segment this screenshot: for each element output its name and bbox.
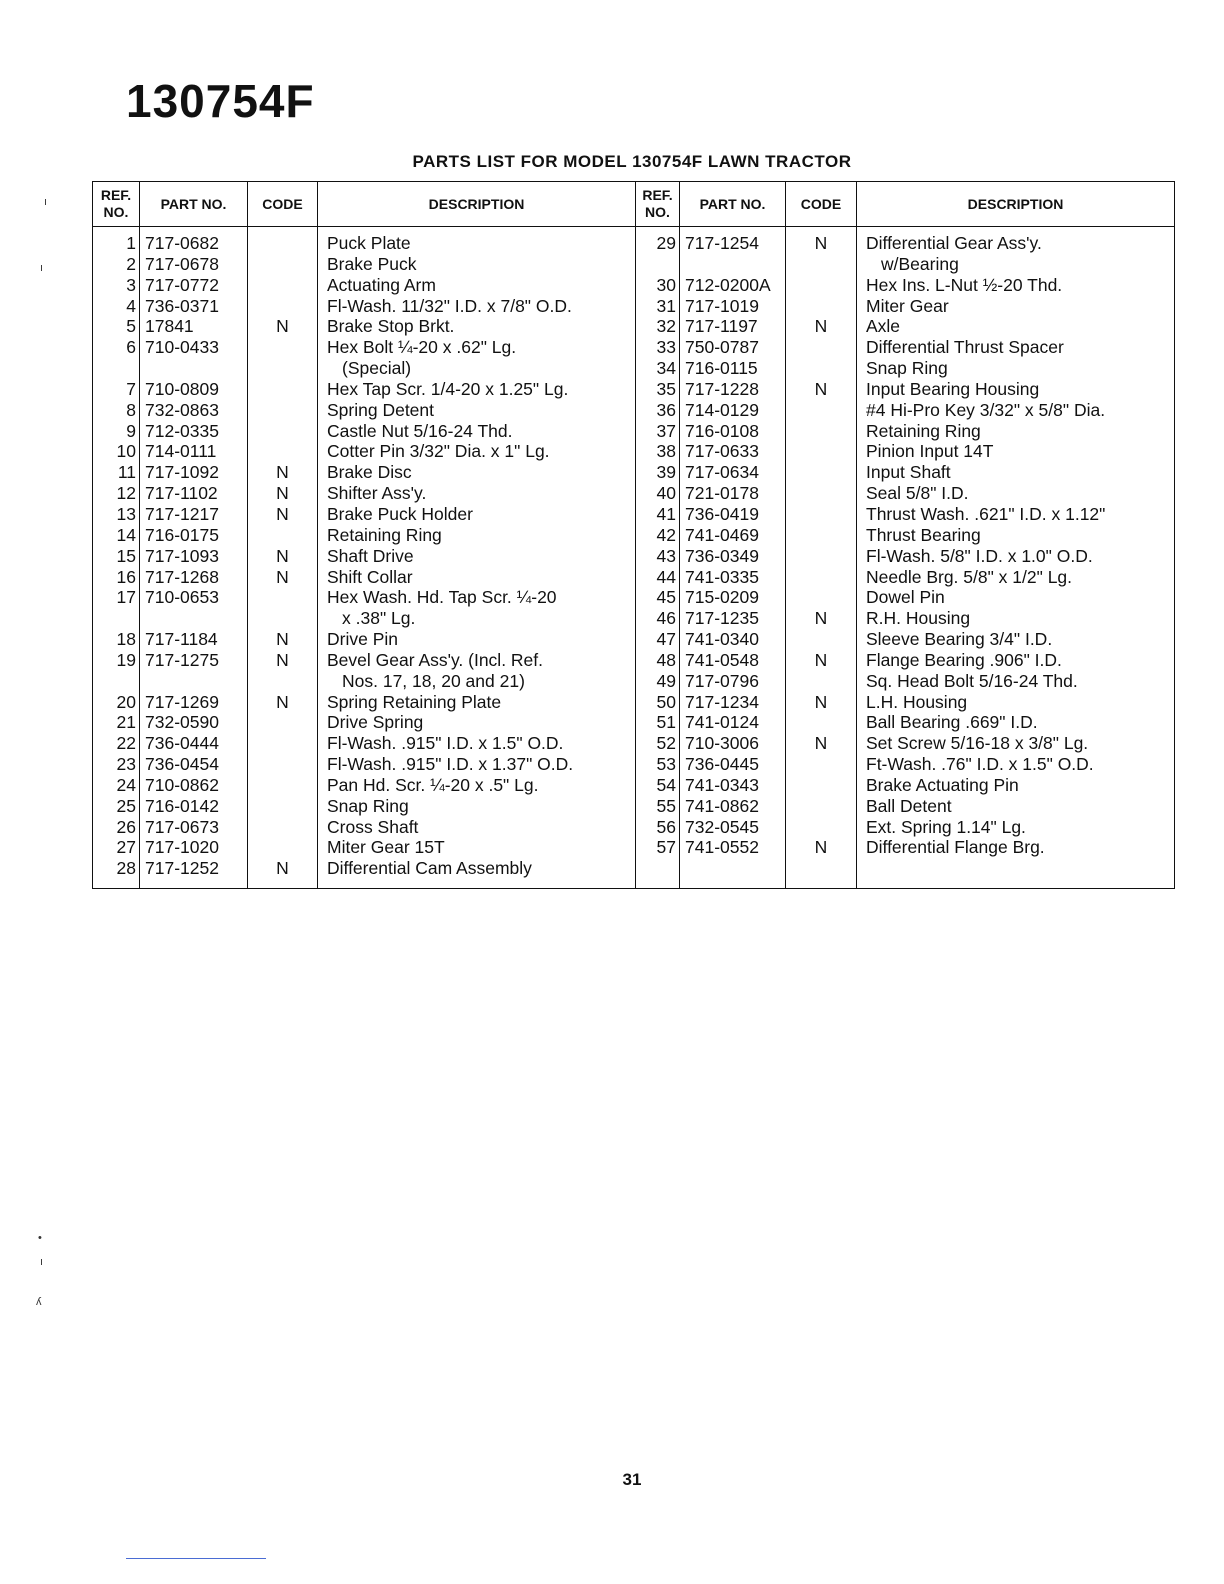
table-cell: Hex Wash. Hd. Tap Scr. ¼-20 (327, 587, 557, 608)
table-cell: Input Shaft (866, 462, 951, 483)
table-cell: 11 (117, 462, 136, 483)
table-cell: Ext. Spring 1.14" Lg. (866, 816, 1026, 837)
table-cell: Fl-Wash. 5/8" I.D. x 1.0" O.D. (866, 545, 1093, 566)
table-cell: 51 (656, 712, 676, 733)
table-cell: L.H. Housing (866, 691, 968, 712)
table-cell: 714-0111 (145, 441, 217, 462)
table-cell: 21 (116, 712, 136, 733)
right-part-column (680, 227, 786, 889)
table-cell (93, 358, 139, 379)
table-cell: (Special) (342, 358, 412, 379)
table-cell: Cross Shaft (327, 816, 419, 837)
table-cell: 716-0108 (685, 420, 759, 441)
table-body-row (93, 227, 1175, 889)
table-cell: 750-0787 (685, 337, 759, 358)
table-cell (248, 775, 317, 796)
table-cell: 42 (656, 524, 676, 545)
table-cell (786, 421, 856, 442)
table-cell: 741-0124 (685, 712, 759, 733)
table-cell (786, 546, 856, 567)
table-cell: 736-0371 (145, 295, 219, 316)
table-cell: N (814, 316, 828, 337)
table-cell: 57 (656, 837, 676, 858)
table-cell: 717-1184 (145, 629, 218, 650)
table-cell: 736-0444 (145, 733, 219, 754)
table-cell: 34 (656, 358, 676, 379)
parts-list-title: PARTS LIST FOR MODEL 130754F LAWN TRACTOR (412, 152, 852, 171)
table-cell: 717-0673 (145, 816, 219, 837)
table-cell: N (814, 378, 828, 399)
table-cell: Seal 5/8" I.D. (866, 483, 969, 504)
table-cell: Spring Detent (327, 399, 435, 420)
table-cell (786, 775, 856, 796)
table-cell (786, 754, 856, 775)
table-cell: 38 (656, 441, 676, 462)
table-cell: 717-1234 (685, 691, 759, 712)
left-ref-column (93, 227, 140, 889)
table-cell: Needle Brg. 5/8" x 1/2" Lg. (866, 566, 1073, 587)
table-cell: 3 (126, 274, 136, 295)
table-cell: 6 (126, 337, 136, 358)
table-cell (248, 254, 317, 275)
header-row (93, 182, 1175, 227)
table-cell: Actuating Arm (327, 274, 436, 295)
right-code-column (786, 227, 857, 889)
table-cell: 736-0445 (685, 754, 759, 775)
table-cell: Thrust Bearing (866, 524, 981, 545)
table-cell: 33 (656, 337, 676, 358)
table-cell: 36 (656, 399, 676, 420)
table-cell: N (276, 858, 289, 879)
bottom-rule (126, 1558, 266, 1559)
table-cell: 50 (656, 691, 676, 712)
table-cell: N (276, 462, 289, 483)
table-cell: Castle Nut 5/16-24 Thd. (327, 420, 513, 441)
table-cell: Drive Spring (327, 712, 424, 733)
table-cell (248, 275, 317, 296)
table-cell: 717-1252 (145, 858, 219, 879)
table-cell (248, 233, 317, 254)
table-cell: Puck Plate (327, 233, 411, 253)
table-cell (786, 254, 856, 275)
table-cell (680, 254, 785, 275)
table-cell: Spring Retaining Plate (327, 691, 502, 712)
table-cell: 710-3006 (685, 733, 759, 754)
table-cell: R.H. Housing (866, 608, 971, 629)
table-cell: Cotter Pin 3/32" Dia. x 1" Lg. (327, 441, 550, 462)
table-cell: 17841 (145, 316, 194, 337)
margin-mark: ı (40, 1256, 44, 1268)
table-cell: 43 (656, 545, 676, 566)
table-cell: 47 (656, 629, 676, 650)
header-ref-no: REF. NO. (636, 182, 680, 227)
table-cell: 39 (656, 462, 676, 483)
table-cell: Ft-Wash. .76" I.D. x 1.5" O.D. (866, 754, 1094, 775)
table-cell: 717-1269 (145, 691, 219, 712)
table-cell: 712-0335 (145, 420, 219, 441)
table-cell: 28 (116, 858, 136, 879)
table-cell: N (276, 649, 289, 670)
header-code: CODE (248, 182, 318, 227)
page-number: 31 (622, 1470, 642, 1489)
table-cell (248, 712, 317, 733)
table-cell: 14 (116, 524, 136, 545)
table-cell: 717-0682 (145, 233, 219, 253)
table-cell (786, 525, 856, 546)
table-cell (248, 754, 317, 775)
table-cell: 741-0469 (685, 524, 759, 545)
table-cell (248, 441, 317, 462)
table-cell: 30 (656, 274, 676, 295)
table-cell: 24 (116, 774, 136, 795)
table-cell (248, 379, 317, 400)
table-cell: w/Bearing (881, 253, 959, 274)
table-cell: 25 (116, 795, 136, 816)
table-cell: 55 (656, 795, 676, 816)
table-cell: 736-0349 (685, 545, 759, 566)
table-cell: 716-0142 (145, 795, 219, 816)
table-cell: Bevel Gear Ass'y. (Incl. Ref. (327, 649, 544, 670)
header-description: DESCRIPTION (318, 182, 636, 227)
table-cell: 37 (656, 420, 676, 441)
table-cell: 56 (656, 816, 676, 837)
table-cell: N (814, 691, 828, 712)
table-cell: Set Screw 5/16-18 x 3/8" Lg. (866, 733, 1089, 754)
table-cell: Flange Bearing .906" I.D. (866, 649, 1062, 670)
table-cell: Miter Gear (866, 295, 949, 316)
table-cell: 1 (126, 233, 136, 253)
table-cell (786, 400, 856, 421)
left-description-column (318, 227, 636, 889)
table-cell: Drive Pin (327, 629, 398, 650)
table-cell: 45 (656, 587, 676, 608)
table-cell: Thrust Wash. .621" I.D. x 1.12" (866, 503, 1106, 524)
table-cell: 716-0175 (145, 524, 219, 545)
margin-mark: ı (40, 262, 44, 274)
table-cell (248, 733, 317, 754)
table-cell: 717-0796 (685, 670, 759, 691)
table-cell: 27 (116, 837, 136, 858)
table-cell: 44 (656, 566, 676, 587)
table-cell: 732-0590 (145, 712, 219, 733)
table-cell: 48 (656, 649, 676, 670)
table-cell: 717-1197 (685, 316, 758, 337)
table-cell: 16 (116, 566, 136, 587)
table-cell: N (814, 608, 828, 629)
header-ref-no: REF. NO. (93, 182, 140, 227)
table-cell: 2 (126, 253, 136, 274)
table-cell: Differential Thrust Spacer (866, 337, 1064, 358)
table-cell: 41 (656, 503, 676, 524)
table-cell: 717-1254 (685, 233, 759, 253)
table-cell: Brake Puck (327, 253, 417, 274)
table-cell: Retaining Ring (327, 524, 442, 545)
table-cell (248, 587, 317, 608)
table-cell: Snap Ring (327, 795, 409, 816)
table-cell: 741-0340 (685, 629, 759, 650)
table-cell: 741-0335 (685, 566, 759, 587)
table-cell (248, 400, 317, 421)
table-cell (248, 817, 317, 838)
table-cell (248, 337, 317, 358)
table-cell: N (276, 691, 289, 712)
table-cell: N (276, 566, 289, 587)
table-cell: 717-0772 (145, 274, 219, 295)
table-cell: 712-0200A (685, 274, 771, 295)
table-cell: 8 (126, 399, 136, 420)
table-cell: 741-0343 (685, 774, 759, 795)
table-cell: Axle (866, 316, 901, 337)
table-cell: Brake Puck Holder (327, 503, 473, 524)
table-cell: Ball Detent (866, 795, 952, 816)
table-cell: 741-0548 (685, 649, 759, 670)
table-cell: 15 (116, 545, 136, 566)
table-cell: N (814, 233, 828, 253)
table-cell: x .38" Lg. (342, 608, 416, 629)
table-cell: 19 (116, 649, 136, 670)
parts-table (92, 181, 1175, 889)
table-cell: 716-0115 (685, 358, 758, 379)
table-cell: Input Bearing Housing (866, 378, 1040, 399)
table-cell (140, 671, 247, 692)
table-cell: 18 (116, 629, 136, 650)
margin-mark: ʎ (36, 1296, 42, 1308)
table-cell: Differential Flange Brg. (866, 837, 1045, 858)
table-cell: 714-0129 (685, 399, 759, 420)
table-cell (248, 296, 317, 317)
table-cell: 23 (116, 754, 136, 775)
table-cell (93, 671, 139, 692)
table-cell: 52 (656, 733, 676, 754)
table-cell: Differential Gear Ass'y. (866, 233, 1042, 253)
table-cell (786, 296, 856, 317)
table-cell: 717-1020 (145, 837, 219, 858)
table-cell: Retaining Ring (866, 420, 981, 441)
table-cell: Hex Tap Scr. 1/4-20 x 1.25" Lg. (327, 378, 569, 399)
table-cell: Dowel Pin (866, 587, 945, 608)
table-cell (786, 567, 856, 588)
table-cell: 17 (116, 587, 136, 608)
table-cell: Shifter Ass'y. (327, 483, 427, 504)
table-cell: 717-1235 (685, 608, 759, 629)
table-cell: Sleeve Bearing 3/4" I.D. (866, 629, 1053, 650)
table-cell (248, 796, 317, 817)
table-cell (786, 462, 856, 483)
table-cell: Differential Cam Assembly (327, 858, 532, 879)
table-cell: 49 (656, 670, 676, 691)
table-cell: 736-0419 (685, 503, 759, 524)
table-cell: Pan Hd. Scr. ¼-20 x .5" Lg. (327, 774, 539, 795)
table-cell (248, 608, 317, 629)
header-code: CODE (786, 182, 857, 227)
table-cell: 721-0178 (685, 483, 759, 504)
table-cell: Pinion Input 14T (866, 441, 994, 462)
table-cell: Miter Gear 15T (327, 837, 445, 858)
table-cell (786, 629, 856, 650)
table-cell: 717-1092 (145, 462, 219, 483)
table-cell: 31 (656, 295, 676, 316)
model-title: 130754F (126, 75, 315, 127)
table-cell: #4 Hi-Pro Key 3/32" x 5/8" Dia. (866, 399, 1106, 420)
table-cell: Brake Stop Brkt. (327, 316, 455, 337)
table-cell: 29 (656, 233, 676, 253)
table-cell (248, 837, 317, 858)
table-cell (248, 358, 317, 379)
table-cell: N (276, 629, 289, 650)
table-cell: N (814, 733, 828, 754)
table-cell: 40 (656, 483, 676, 504)
table-cell: 736-0454 (145, 754, 219, 775)
table-cell: N (814, 837, 828, 858)
table-cell: 717-1102 (145, 483, 218, 504)
table-cell: 46 (656, 608, 676, 629)
table-cell: 4 (126, 295, 136, 316)
table-cell: 717-1217 (145, 503, 219, 524)
table-cell (786, 504, 856, 525)
table-cell (248, 525, 317, 546)
table-cell: Hex Bolt ¼-20 x .62" Lg. (327, 337, 517, 358)
table-cell: 717-1093 (145, 545, 219, 566)
table-cell (248, 671, 317, 692)
table-cell: 26 (116, 816, 136, 837)
table-cell: Fl-Wash. .915" I.D. x 1.37" O.D. (327, 754, 574, 775)
table-cell: Snap Ring (866, 358, 948, 379)
header-description: DESCRIPTION (857, 182, 1175, 227)
left-part-column (140, 227, 248, 889)
table-cell: 710-0433 (145, 337, 219, 358)
table-cell (786, 587, 856, 608)
table-cell: 732-0863 (145, 399, 219, 420)
table-cell: Sq. Head Bolt 5/16-24 Thd. (866, 670, 1078, 691)
left-code-column (248, 227, 318, 889)
table-cell (786, 358, 856, 379)
table-cell: N (276, 316, 289, 337)
table-cell: 717-0678 (145, 253, 219, 274)
table-cell: 717-1228 (685, 378, 759, 399)
table-cell (140, 608, 247, 629)
table-cell: Fl-Wash. 11/32" I.D. x 7/8" O.D. (327, 295, 572, 316)
table-cell (248, 421, 317, 442)
table-cell: 732-0545 (685, 816, 759, 837)
margin-mark: ı (44, 196, 48, 208)
table-cell: 717-0634 (685, 462, 759, 483)
header-part-no: PART NO. (140, 182, 248, 227)
table-cell: 741-0862 (685, 795, 759, 816)
table-cell: Nos. 17, 18, 20 and 21) (342, 670, 525, 691)
header-part-no: PART NO. (680, 182, 786, 227)
table-cell: 710-0809 (145, 378, 219, 399)
table-cell: Brake Disc (327, 462, 412, 483)
table-cell: Shift Collar (327, 566, 413, 587)
table-cell: 12 (116, 483, 136, 504)
table-cell: N (814, 649, 828, 670)
table-cell: 710-0653 (145, 587, 219, 608)
table-cell: 741-0552 (685, 837, 759, 858)
table-cell (786, 712, 856, 733)
table-cell: 717-1268 (145, 566, 219, 587)
right-ref-column (636, 227, 680, 889)
table-cell (786, 817, 856, 838)
table-cell: Shaft Drive (327, 545, 414, 566)
table-cell: Fl-Wash. .915" I.D. x 1.5" O.D. (327, 733, 564, 754)
table-cell (636, 254, 679, 275)
table-cell: Ball Bearing .669" I.D. (866, 712, 1038, 733)
table-cell: 5 (126, 316, 136, 337)
table-cell: 53 (656, 754, 676, 775)
table-cell: 715-0209 (685, 587, 759, 608)
table-cell (786, 441, 856, 462)
table-cell: 20 (116, 691, 136, 712)
table-cell: 35 (656, 378, 676, 399)
margin-mark: • (38, 1232, 42, 1244)
table-cell: 10 (116, 441, 136, 462)
table-cell: 13 (116, 503, 136, 524)
table-cell (140, 358, 247, 379)
table-cell: 9 (126, 420, 136, 441)
table-cell: N (276, 483, 289, 504)
table-cell: 32 (656, 316, 676, 337)
table-cell: 54 (656, 774, 676, 795)
right-description-column (857, 227, 1175, 889)
table-cell: 717-0633 (685, 441, 759, 462)
table-cell: N (276, 503, 289, 524)
table-cell (93, 608, 139, 629)
table-cell: N (276, 545, 289, 566)
table-cell: Brake Actuating Pin (866, 774, 1019, 795)
table-cell (786, 337, 856, 358)
table-cell (786, 483, 856, 504)
table-cell: Hex Ins. L-Nut ½-20 Thd. (866, 274, 1063, 295)
table-cell (786, 275, 856, 296)
table-cell: 717-1275 (145, 649, 219, 670)
table-cell (786, 796, 856, 817)
table-cell: 710-0862 (145, 774, 219, 795)
table-cell: 22 (116, 733, 136, 754)
table-cell (786, 671, 856, 692)
table-cell: 717-1019 (685, 295, 759, 316)
table-cell: 7 (126, 378, 136, 399)
